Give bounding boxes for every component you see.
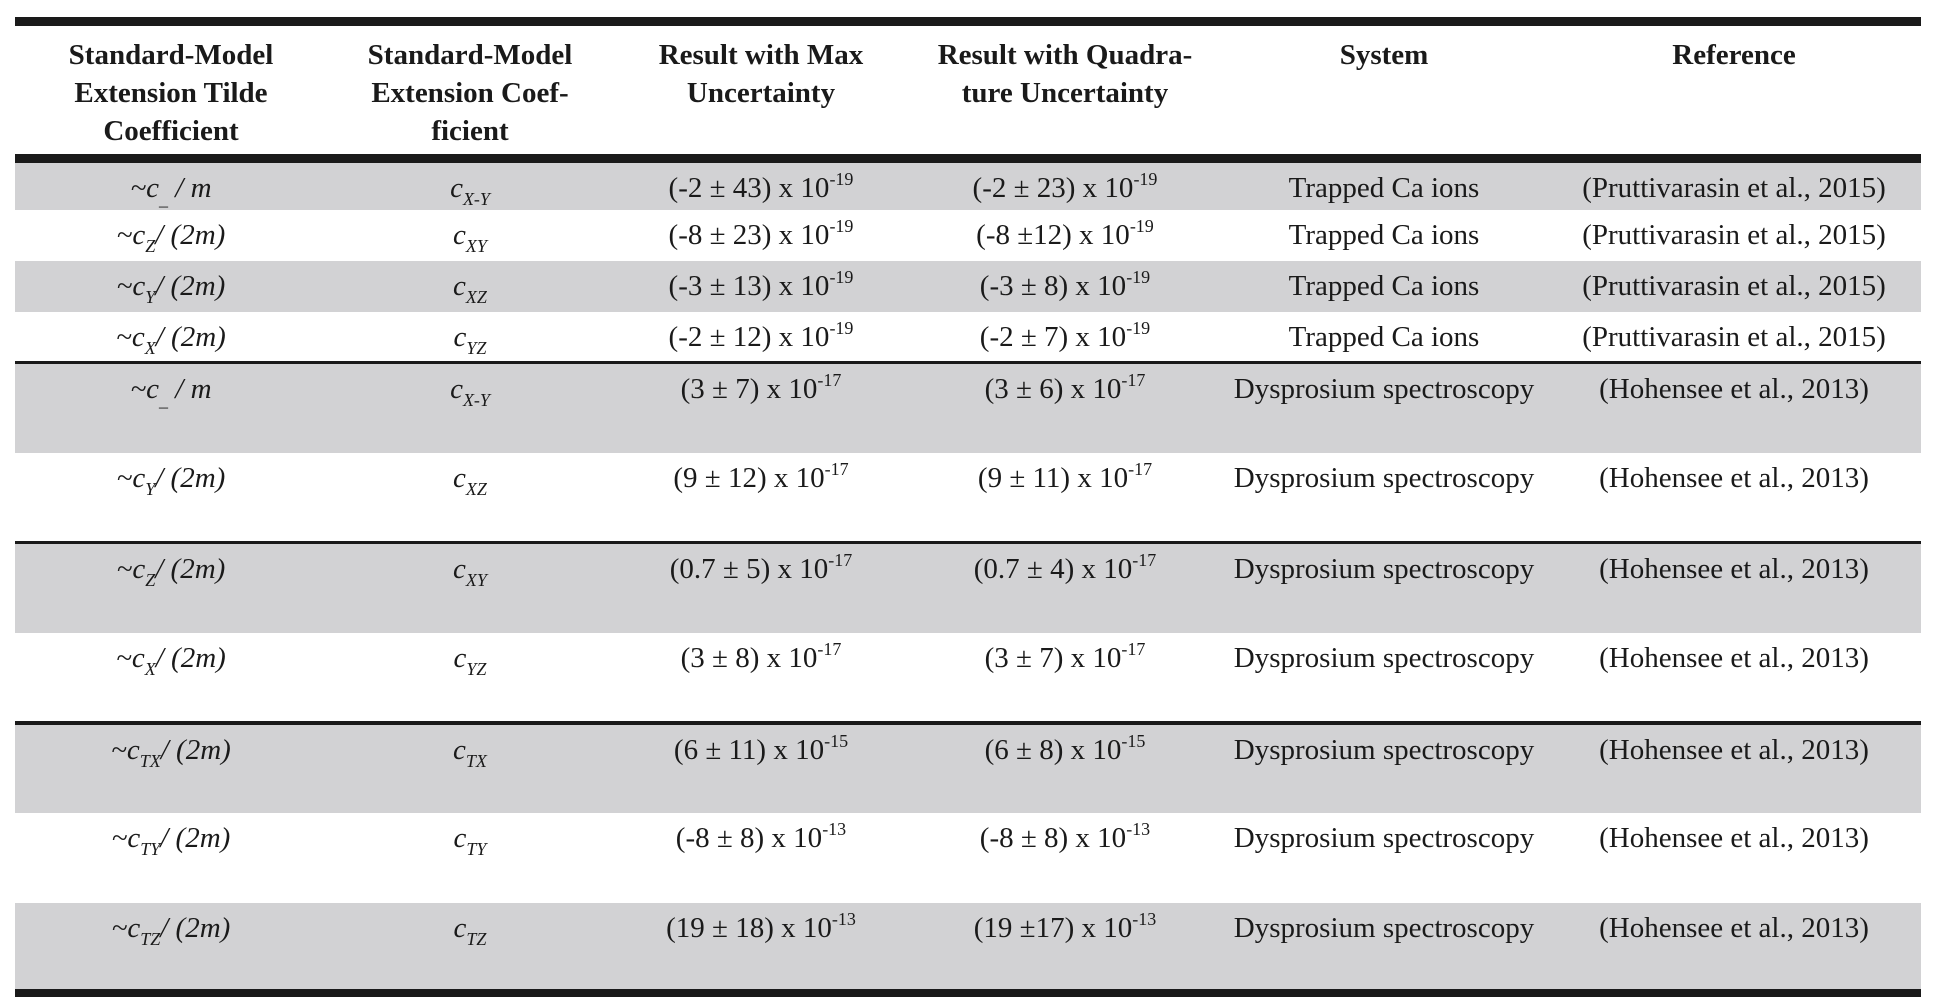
quadrature-uncertainty-cell xyxy=(909,159,1221,210)
coefficient-cell xyxy=(327,210,613,261)
coefficient-subscript: XZ xyxy=(465,478,487,499)
header-quadrature-uncertainty: Result with Quadra-ture Uncertainty xyxy=(937,39,1193,109)
tilde-coefficient-cell xyxy=(15,312,327,363)
coefficient-cell xyxy=(327,159,613,210)
quadrature-uncertainty-cell xyxy=(909,813,1221,903)
coefficient-symbol: c xyxy=(453,269,466,302)
tilde-subscript: Z xyxy=(145,235,156,256)
quad-exponent: -17 xyxy=(1132,550,1157,570)
reference-cell: (Pruttivarasin et al., 2015) xyxy=(1547,261,1921,312)
quad-value: (3 ± 6) x 10 xyxy=(984,373,1122,405)
tilde-symbol: ~c xyxy=(116,641,145,674)
quad-value: (6 ± 8) x 10 xyxy=(984,733,1122,766)
sme-coefficient-table xyxy=(15,17,1921,997)
coefficient-symbol: c xyxy=(453,641,467,674)
tilde-coefficient-cell xyxy=(15,543,327,633)
system-cell: Dysprosium spectroscopy xyxy=(1221,723,1547,813)
tilde-subscript: TX xyxy=(139,750,161,771)
coefficient-subscript: TY xyxy=(466,838,487,859)
coefficient-subscript: XZ xyxy=(465,286,487,307)
coefficient-subscript: YZ xyxy=(466,658,487,679)
coefficient-cell xyxy=(327,813,613,903)
max-exponent: -19 xyxy=(829,266,854,287)
header-reference: Reference xyxy=(1672,39,1796,71)
tilde-coefficient-cell xyxy=(15,210,327,261)
tilde-coefficient-cell xyxy=(15,813,327,903)
quad-value: (-8 ± 8) x 10 xyxy=(979,821,1127,854)
max-value: (19 ± 18) x 10 xyxy=(666,911,832,944)
table-header-row xyxy=(15,22,1921,159)
coefficient-symbol: c xyxy=(453,553,466,585)
quadrature-uncertainty-cell xyxy=(909,633,1221,723)
max-uncertainty-cell xyxy=(613,633,909,723)
tilde-denominator: / m xyxy=(175,172,212,204)
max-exponent: -17 xyxy=(828,550,853,570)
tilde-coefficient-cell xyxy=(15,363,327,453)
tilde-denominator: / (2m) xyxy=(155,553,226,585)
tilde-denominator: / (2m) xyxy=(155,641,226,674)
quad-value: (-2 ± 23) x 10 xyxy=(972,172,1134,204)
reference-cell: (Hohensee et al., 2013) xyxy=(1547,363,1921,453)
tilde-symbol: ~c xyxy=(111,821,141,854)
coefficient-subscript: XY xyxy=(465,570,487,590)
tilde-coefficient-cell xyxy=(15,159,327,210)
reference-cell: (Hohensee et al., 2013) xyxy=(1547,723,1921,813)
coefficient-symbol: c xyxy=(453,461,466,494)
header-system: System xyxy=(1339,39,1429,71)
tilde-symbol: ~c xyxy=(116,320,145,353)
max-uncertainty-cell xyxy=(613,903,909,993)
table-row xyxy=(15,633,1921,723)
table-row xyxy=(15,723,1921,813)
coefficient-cell xyxy=(327,261,613,312)
quadrature-uncertainty-cell xyxy=(909,723,1221,813)
max-exponent: -19 xyxy=(829,169,854,189)
max-value: (3 ± 8) x 10 xyxy=(680,641,818,674)
coefficient-subscript: TX xyxy=(465,750,487,771)
tilde-subscript: TY xyxy=(140,838,161,859)
quad-value: (3 ± 7) x 10 xyxy=(984,641,1122,674)
coefficient-subscript: YZ xyxy=(466,337,487,358)
header-coefficient: Standard-Model Extension Coef-ficient xyxy=(367,39,573,147)
table-row xyxy=(15,453,1921,543)
system-cell: Dysprosium spectroscopy xyxy=(1233,461,1535,494)
reference-cell: (Pruttivarasin et al., 2015) xyxy=(1547,159,1921,210)
coefficient-symbol: c xyxy=(453,821,467,854)
coefficient-symbol: c xyxy=(450,172,463,204)
quad-value: (0.7 ± 4) x 10 xyxy=(973,553,1133,585)
quad-exponent: -13 xyxy=(1126,818,1151,839)
system-cell: Dysprosium spectroscopy xyxy=(1221,903,1547,993)
coefficient-symbol: c xyxy=(450,373,463,405)
max-uncertainty-cell xyxy=(613,159,909,210)
tilde-subscript: TZ xyxy=(140,928,161,949)
coefficient-cell xyxy=(327,453,613,543)
tilde-subscript: _ xyxy=(159,189,169,209)
max-uncertainty-cell xyxy=(613,453,909,543)
table-row xyxy=(15,261,1921,312)
max-value: (-3 ± 13) x 10 xyxy=(668,269,830,302)
reference-cell: (Pruttivarasin et al., 2015) xyxy=(1582,320,1886,353)
header-tilde-coefficient: Standard-Model Extension Tilde Coefficient xyxy=(68,39,274,147)
tilde-symbol: ~c xyxy=(111,733,140,766)
system-cell: Dysprosium spectroscopy xyxy=(1233,821,1535,854)
quad-exponent: -17 xyxy=(1121,370,1146,390)
max-exponent: -15 xyxy=(824,730,849,751)
tilde-denominator: / (2m) xyxy=(160,733,231,766)
max-value: (3 ± 7) x 10 xyxy=(680,373,818,405)
coefficient-symbol: c xyxy=(453,320,467,353)
table-row xyxy=(15,813,1921,903)
table-row xyxy=(15,363,1921,453)
coefficient-cell xyxy=(327,363,613,453)
quad-exponent: -19 xyxy=(1126,266,1151,287)
coefficient-cell xyxy=(327,633,613,723)
max-value: (9 ± 12) x 10 xyxy=(673,461,825,494)
tilde-coefficient-cell xyxy=(15,261,327,312)
max-value: (-2 ± 12) x 10 xyxy=(668,320,830,353)
quad-value: (-3 ± 8) x 10 xyxy=(979,269,1127,302)
quad-exponent: -13 xyxy=(1132,908,1157,929)
coefficient-cell xyxy=(327,723,613,813)
table-row xyxy=(15,312,1921,363)
coefficient-subscript: XY xyxy=(465,235,487,256)
table-row xyxy=(15,159,1921,210)
tilde-symbol: ~c xyxy=(116,461,146,494)
tilde-symbol: ~c xyxy=(111,911,141,944)
quadrature-uncertainty-cell xyxy=(909,453,1221,543)
system-cell: Trapped Ca ions xyxy=(1221,159,1547,210)
reference-cell: (Hohensee et al., 2013) xyxy=(1599,821,1869,854)
tilde-denominator: / m xyxy=(175,373,212,405)
tilde-symbol: ~c xyxy=(130,373,160,405)
quad-exponent: -19 xyxy=(1126,317,1151,338)
quad-exponent: -17 xyxy=(1128,458,1153,479)
quadrature-uncertainty-cell xyxy=(909,261,1221,312)
tilde-subscript: _ xyxy=(159,390,169,410)
reference-cell: (Hohensee et al., 2013) xyxy=(1599,461,1869,494)
max-uncertainty-cell xyxy=(613,813,909,903)
reference-cell: (Hohensee et al., 2013) xyxy=(1547,543,1921,633)
tilde-coefficient-cell xyxy=(15,453,327,543)
max-uncertainty-cell xyxy=(613,543,909,633)
coefficient-symbol: c xyxy=(453,218,466,251)
quadrature-uncertainty-cell xyxy=(909,543,1221,633)
coefficient-cell xyxy=(327,543,613,633)
quadrature-uncertainty-cell xyxy=(909,210,1221,261)
coefficient-subscript: TZ xyxy=(466,928,487,949)
max-uncertainty-cell xyxy=(613,312,909,363)
max-value: (-2 ± 43) x 10 xyxy=(668,172,830,204)
coefficient-symbol: c xyxy=(453,911,467,944)
max-value: (0.7 ± 5) x 10 xyxy=(669,553,829,585)
coefficient-cell xyxy=(327,903,613,993)
coefficient-subscript: X-Y xyxy=(462,189,490,209)
max-value: (-8 ± 8) x 10 xyxy=(675,821,823,854)
quadrature-uncertainty-cell xyxy=(909,312,1221,363)
tilde-denominator: / (2m) xyxy=(155,320,226,353)
tilde-denominator: / (2m) xyxy=(160,911,231,944)
system-cell: Trapped Ca ions xyxy=(1288,320,1480,353)
tilde-subscript: Y xyxy=(145,286,156,307)
max-uncertainty-cell xyxy=(613,723,909,813)
max-uncertainty-cell xyxy=(613,363,909,453)
system-cell: Trapped Ca ions xyxy=(1221,261,1547,312)
tilde-subscript: Z xyxy=(145,570,156,590)
coefficient-cell xyxy=(327,312,613,363)
tilde-symbol: ~c xyxy=(116,269,146,302)
quadrature-uncertainty-cell xyxy=(909,903,1221,993)
quad-exponent: -17 xyxy=(1121,638,1146,659)
coefficient-table-container xyxy=(15,17,1921,997)
header-max-uncertainty: Result with Max Uncertainty xyxy=(658,39,864,109)
tilde-symbol: ~c xyxy=(116,218,146,251)
max-exponent: -13 xyxy=(822,818,847,839)
max-value: (-8 ± 23) x 10 xyxy=(668,218,830,251)
coefficient-symbol: c xyxy=(453,733,466,766)
quad-value: (9 ± 11) x 10 xyxy=(977,461,1129,494)
quad-exponent: -15 xyxy=(1121,730,1146,751)
table-row xyxy=(15,543,1921,633)
table-row xyxy=(15,210,1921,261)
max-exponent: -17 xyxy=(817,638,842,659)
max-exponent: -17 xyxy=(817,370,842,390)
max-exponent: -13 xyxy=(831,908,856,929)
tilde-coefficient-cell xyxy=(15,633,327,723)
system-cell: Trapped Ca ions xyxy=(1288,218,1480,251)
reference-cell: (Hohensee et al., 2013) xyxy=(1547,903,1921,993)
quad-value: (19 ±17) x 10 xyxy=(973,911,1133,944)
system-cell: Dysprosium spectroscopy xyxy=(1221,363,1547,453)
reference-cell: (Pruttivarasin et al., 2015) xyxy=(1582,218,1886,251)
max-exponent: -19 xyxy=(829,317,854,338)
tilde-coefficient-cell xyxy=(15,903,327,993)
system-cell: Dysprosium spectroscopy xyxy=(1233,641,1535,674)
quad-value: (-8 ±12) x 10 xyxy=(976,218,1130,251)
system-cell: Dysprosium spectroscopy xyxy=(1221,543,1547,633)
tilde-symbol: ~c xyxy=(130,172,160,204)
tilde-denominator: / (2m) xyxy=(155,218,226,251)
tilde-subscript: Y xyxy=(145,478,156,499)
tilde-denominator: / (2m) xyxy=(155,461,226,494)
tilde-denominator: / (2m) xyxy=(160,821,231,854)
max-uncertainty-cell xyxy=(613,210,909,261)
max-exponent: -19 xyxy=(829,215,854,236)
quadrature-uncertainty-cell xyxy=(909,363,1221,453)
max-uncertainty-cell xyxy=(613,261,909,312)
tilde-denominator: / (2m) xyxy=(155,269,226,302)
table-row xyxy=(15,903,1921,993)
coefficient-subscript: X-Y xyxy=(462,390,490,410)
tilde-coefficient-cell xyxy=(15,723,327,813)
tilde-subscript: X xyxy=(144,337,156,358)
quad-exponent: -19 xyxy=(1129,215,1154,236)
tilde-symbol: ~c xyxy=(116,553,146,585)
reference-cell: (Hohensee et al., 2013) xyxy=(1599,641,1869,674)
max-value: (6 ± 11) x 10 xyxy=(673,733,825,766)
tilde-subscript: X xyxy=(144,658,156,679)
quad-exponent: -19 xyxy=(1133,169,1158,189)
quad-value: (-2 ± 7) x 10 xyxy=(979,320,1127,353)
max-exponent: -17 xyxy=(824,458,849,479)
